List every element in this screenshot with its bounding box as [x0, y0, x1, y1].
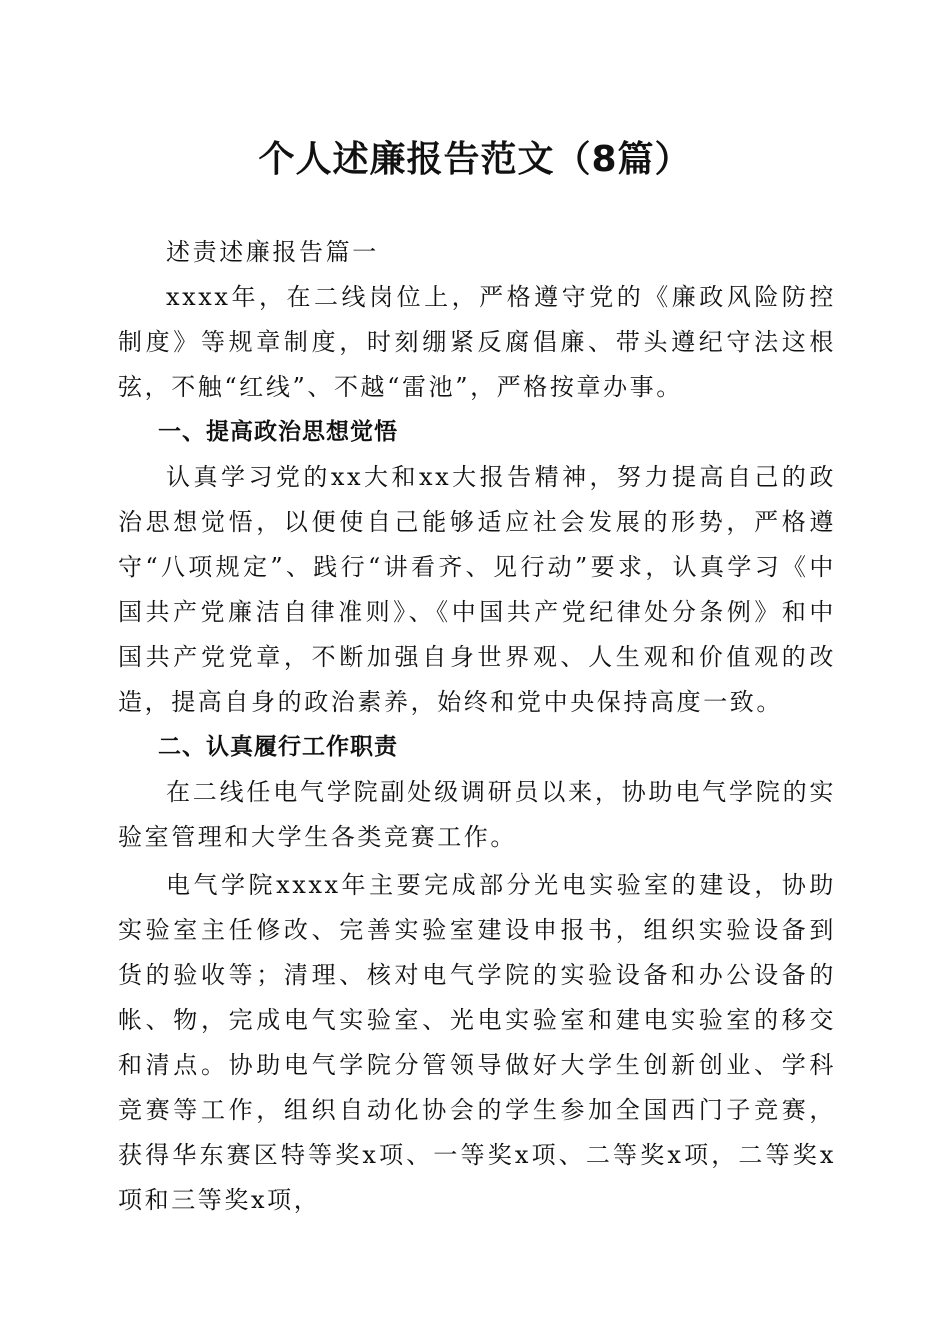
heading-political-awareness: 一、提高政治思想觉悟 — [158, 419, 398, 445]
document-body — [118, 230, 836, 1223]
paragraph-lab-work: 电气学院xxxx年主要完成部分光电实验室的建设，协助实验室主任修改、完善实验室建设申报书，组织实验设备到货的验收等；清理、核对电气学院的实验设备和办公设备的帐、物，完成电气实验室、光电实验室和建电实验室的移交和清点。协助电气学院分管领导做好大学生创新创业、学科竞赛等工作，组织自动化协会的学生参加全国西门子竞赛，获得华东赛区特等奖x项、一等奖x项、二等奖x项，二等奖x项和三等奖x项， — [118, 871, 836, 1214]
paragraph-intro: xxxx年，在二线岗位上，严格遵守党的《廉政风险防控制度》等规章制度，时刻绷紧反腐倡廉、带头遵纪守法这根弦，不触“红线”、不越“雷池”，严格按章办事。 — [118, 283, 836, 401]
paragraph-work-duties: 在二线任电气学院副处级调研员以来，协助电气学院的实验室管理和大学生各类竞赛工作。 — [118, 778, 836, 851]
document-title: 个人述廉报告范文（8篇） — [258, 139, 692, 180]
section-heading: 述责述廉报告篇一 — [166, 238, 379, 266]
heading-work-duties: 二、认真履行工作职责 — [158, 734, 398, 760]
paragraph-political-awareness: 认真学习党的xx大和xx大报告精神，努力提高自己的政治思想觉悟，以便使自己能够适应社会发展的形势，严格遵守“八项规定”、践行“讲看齐、见行动”要求，认真学习《中国共产党廉洁自律准则》、《中国共产党纪律处分条例》和中国共产党党章，不断加强自身世界观、人生观和价值观的改造，提高自身的政治素养，始终和党中央保持高度一致。 — [118, 463, 836, 716]
